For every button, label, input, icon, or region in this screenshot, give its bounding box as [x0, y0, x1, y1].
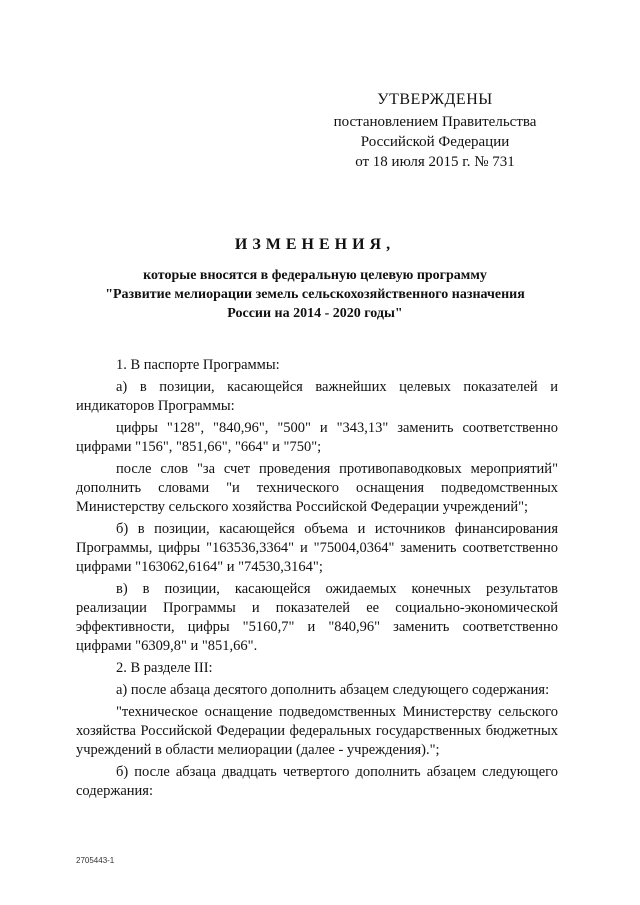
paragraph: б) в позиции, касающейся объема и источников финансирования Программы, цифры "163536,3364" и "75004,0364" заменить соответственно цифрами "163062,6164" и "74530,3164";: [76, 521, 558, 575]
subtitle-line-1: которые вносятся в федеральную целевую программу: [143, 268, 487, 283]
approval-line-2: Российской Федерации: [360, 134, 510, 150]
approval-stamp: [320, 90, 550, 172]
paragraph: б) после абзаца двадцать четвертого дополнить абзацем следующего содержания:: [76, 764, 558, 799]
approval-heading: УТВЕРЖДЕНЫ: [377, 91, 493, 108]
approval-line-3: от 18 июля 2015 г. № 731: [355, 154, 515, 170]
document-title-block: [60, 236, 570, 323]
paragraph: цифры "128", "840,96", "500" и "343,13" заменить соответственно цифрами "156", "851,66", "664" и "750";: [76, 420, 558, 455]
paragraph: 1. В паспорте Программы:: [116, 357, 280, 373]
paragraph: 2. В разделе III:: [116, 660, 213, 676]
paragraph: а) после абзаца десятого дополнить абзацем следующего содержания:: [116, 682, 550, 698]
document-body: [76, 356, 558, 804]
approval-line-1: постановлением Правительства: [333, 114, 537, 130]
document-number: 2705443-1: [76, 856, 115, 865]
subtitle-line-3: России на 2014 - 2020 годы": [227, 306, 403, 321]
paragraph: "техническое оснащение подведомственных Министерству сельского хозяйства Российской Федерации федеральных государственных бюджетных учреждений в области мелиорации (далее - учреждения).";: [76, 704, 558, 758]
paragraph: а) в позиции, касающейся важнейших целевых показателей и индикаторов Программы:: [76, 379, 558, 414]
document-title: ИЗМЕНЕНИЯ,: [234, 236, 396, 253]
paragraph: после слов "за счет проведения противопаводковых мероприятий" дополнить словами "и технического оснащения подведомственных Министерству сельского хозяйства Российской Федерации учреждений";: [76, 461, 558, 515]
subtitle-line-2: "Развитие мелиорации земель сельскохозяйственного назначения: [105, 287, 525, 302]
paragraph: в) в позиции, касающейся ожидаемых конечных результатов реализации Программы и показателей ее социально-экономической эффективности, цифры "5160,7" и "840,96" заменить соответственно цифрами "6309,8" и "851,66".: [76, 581, 558, 654]
